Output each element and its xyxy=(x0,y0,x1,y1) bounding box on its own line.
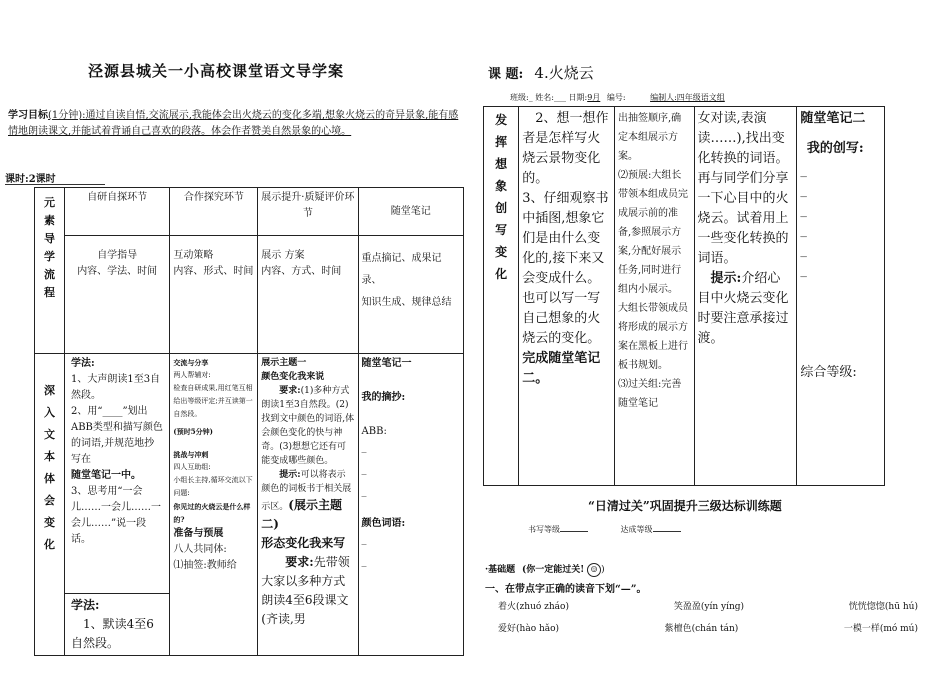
show-req2-label: 要求: xyxy=(285,555,314,569)
question-1: 一、在带点字正确的读音下划“—”。 xyxy=(485,584,647,595)
editor: 编制人:四年级语文组 xyxy=(650,93,725,102)
pinyin-item xyxy=(498,621,559,643)
sub-header-self: 自学指导 内容、学法、时间 xyxy=(64,236,169,354)
course-title xyxy=(488,62,594,83)
date-label: 日期: xyxy=(568,93,588,102)
writing-grade-label: 书写等级 xyxy=(528,525,560,534)
notes-color: 颜色词语: xyxy=(361,518,406,529)
show-req-label: 要求: xyxy=(279,386,301,396)
method2-title: 学法: xyxy=(70,598,100,612)
self-study-q3: 3、思考用“一会儿……一会儿……一会儿……”说一段话。 xyxy=(70,486,161,545)
pinyin-options: (yín yíng) xyxy=(700,602,745,612)
pinyin-options: (hū hú) xyxy=(884,602,918,612)
method-title: 学法: xyxy=(70,358,95,369)
show-tip-body: 可以将表示颜色的词板书于相关展示区。 xyxy=(261,470,352,512)
show-t1: 展示主题一 xyxy=(261,358,307,368)
method2-cell xyxy=(64,594,169,656)
exercise-title: “日清过关”巩固提升三级达标训练题 xyxy=(588,499,782,513)
row-label-cell xyxy=(35,354,65,656)
show-t1b: 颜色变化我来说 xyxy=(261,372,325,382)
pinyin-word: 紫檀色 xyxy=(664,624,692,634)
basic-section-heading: ·基础题 (你一定能过关! ☺ ) xyxy=(485,564,605,575)
date-value: 9月 xyxy=(587,93,601,102)
coop-b2: 四人互助组: 小组长主持,循环交流以下问题: xyxy=(173,463,253,497)
grade-line xyxy=(528,524,681,535)
method2-body: 1、默读4至6自然段。 xyxy=(70,617,154,650)
pinyin-item xyxy=(849,599,918,621)
objectives-time: (1分钟) xyxy=(48,110,83,121)
pinyin-options: (hào hǎo) xyxy=(516,624,560,634)
notes-dash-3: _ xyxy=(361,486,367,497)
right-col2 xyxy=(614,107,694,486)
col-header-notes: 随堂笔记 xyxy=(358,188,463,236)
school-title: 泾源县城关一小高校课堂语文导学案 xyxy=(88,62,345,80)
coop-question: 你见过的火烧云是什么样的? xyxy=(173,502,251,524)
sub-header-notes: 重点摘记、成果记录、 知识生成、规律总结 xyxy=(358,236,463,354)
self-study-cell xyxy=(64,354,169,594)
coop-t1: 交流与分享 xyxy=(173,358,209,367)
number-label: 编号: xyxy=(606,93,626,102)
notes-cell xyxy=(358,354,463,656)
right-notes-dash-1: _ xyxy=(800,163,807,178)
pinyin-word: 恍恍惚惚 xyxy=(848,602,885,612)
right-row-label-cell xyxy=(484,107,519,486)
flow-label: 元素导学流程 xyxy=(43,196,55,299)
right-col1-body: 2、想一想作者是怎样写火烧云景物变化的。 3、仔细观察书中插图,想象它们是由什么变化的,接下来又会变成什么。也可以写一写自己想象的火烧云的变化。 xyxy=(522,111,609,346)
right-notes-dash-3: _ xyxy=(800,203,807,218)
main-guide-table xyxy=(34,187,464,656)
right-grade: 综合等级: xyxy=(800,365,857,380)
cooperate-cell xyxy=(170,354,258,656)
objectives-text: :通过自读自悟,交流展示,我能体会出火烧云的变化多端,想象火烧云的奇异景象,能有感情地朗读课文,并能试着背诵自己喜欢的段落。体会作者赞美自然景象的心境。 xyxy=(8,110,459,137)
right-notes-dash-5: _ xyxy=(800,243,807,258)
col-header-show: 展示提升·质疑评价环节 xyxy=(258,188,358,236)
pinyin-grid xyxy=(498,599,918,643)
right-col1 xyxy=(519,107,615,486)
right-col3a: 女对读,表演读……),找出变化转换的词语。 再与同学们分享一下心目中的火烧云。试着用上一些变化转换的词语。 xyxy=(697,111,789,266)
right-col3b: 介绍心目中火烧云变化时要注意承接过渡。 xyxy=(697,271,789,346)
coop-t3: 准备与预展 xyxy=(173,528,224,539)
col-header-coop: 合作探究环节 xyxy=(170,188,258,236)
flow-label-cell xyxy=(35,188,65,354)
smiley-icon: ☺ xyxy=(587,563,601,577)
pinyin-item xyxy=(674,599,744,621)
right-notes-title: 随堂笔记二 xyxy=(800,111,866,126)
right-notes xyxy=(797,107,885,486)
self-study-body: 1、大声朗读1至3自然段。 2、用“____”划出ABB类型和描写颜色的词语,并规范地抄写在 xyxy=(70,374,163,465)
right-notes-sub: 我的创写: xyxy=(806,141,864,156)
right-col1-bold: 完成随堂笔记二。 xyxy=(522,351,601,386)
pinyin-item xyxy=(665,621,739,643)
course-label: 课 题: xyxy=(488,67,524,82)
class-periods: 课时:2课时 xyxy=(5,174,56,185)
class-label: 班级:_ xyxy=(510,93,533,102)
sub-header-coop: 互动策略 内容、形式、时间 xyxy=(170,236,258,354)
notes-dash-1: _ xyxy=(361,442,367,453)
self-study-note: 随堂笔记一中。 xyxy=(70,470,141,481)
course-name: 4.火烧云 xyxy=(534,64,594,82)
notes-title: 随堂笔记一 xyxy=(361,358,412,369)
basic-label: ·基础题 xyxy=(485,565,516,575)
col-header-self: 自研自探环节 xyxy=(64,188,169,236)
coop-t2: 挑战与冲刺 xyxy=(173,450,209,459)
show-req2-body: 先带领大家以多种方式朗读4至6段课文(齐读,男 xyxy=(261,555,350,626)
objectives-label: 学习目标 xyxy=(8,110,48,121)
show-t2: (展示主题二) xyxy=(261,498,342,531)
right-guide-table xyxy=(483,106,885,486)
name-label: 姓名:___ xyxy=(535,93,566,102)
pinyin-item xyxy=(844,621,918,643)
show-req-body: (1)多种方式朗读1至3自然段。(2)找到文中颜色的词语,体会颜色变化的快与神奇。(3)想想它还有可能变成哪些颜色。 xyxy=(261,386,355,466)
pinyin-options: (zhuó zháo) xyxy=(516,602,569,612)
pinyin-word: 一模一样 xyxy=(843,624,880,634)
coop-b1: 两人帮辅对: 检查自研成果,用红笔互相给出等级评定;并互读第一自然段。 xyxy=(173,371,253,418)
pass-grade-label: 达成等级 xyxy=(620,525,653,534)
notes-sub: 我的摘抄: xyxy=(361,392,406,403)
right-col3-tip: 提示: xyxy=(710,271,742,286)
pinyin-item xyxy=(498,599,569,621)
basic-hint: (你一定能过关! xyxy=(522,565,585,575)
pinyin-options: (mó mú) xyxy=(879,624,918,634)
notes-dash-4: _ xyxy=(361,534,367,545)
right-col2-body: 出抽签顺序,确定本组展示方案。 ⑵预展:大组长带领本组成员完成展示前的准备,参照展示方案,分配好展示任务,同时进行组内小展示。 大组长带领成员将形成的展示方案在黑板上进行板书规划。 ⑶过关组:完善随堂笔记 xyxy=(617,113,688,409)
sub-header-show: 展示 方案 内容、方式、时间 xyxy=(258,236,358,354)
row-label: 深入文本体会变化 xyxy=(43,384,55,551)
right-notes-dash-2: _ xyxy=(800,183,807,198)
meta-line xyxy=(510,92,725,103)
right-col3 xyxy=(694,107,797,486)
notes-abb: ABB: xyxy=(361,426,387,437)
pinyin-word: 笑盈盈 xyxy=(673,602,701,612)
coop-time: (预时5分钟) xyxy=(173,427,213,436)
pinyin-options: (chán tán) xyxy=(691,624,739,634)
show-cell xyxy=(258,354,358,656)
right-row-label: 发挥想象创写变化 xyxy=(495,113,508,281)
pinyin-word: 着火 xyxy=(498,602,517,612)
coop-b3: 八人共同体: ⑴抽签:教师给 xyxy=(173,544,237,571)
notes-dash-5: _ xyxy=(361,556,367,567)
notes-dash-2: _ xyxy=(361,464,367,475)
right-notes-dash-6: _ xyxy=(800,263,807,278)
right-notes-dash-4: _ xyxy=(800,223,807,238)
learning-objectives xyxy=(8,108,468,140)
pinyin-word: 爱好 xyxy=(498,624,517,634)
show-t2b: 形态变化我来写 xyxy=(261,536,346,550)
show-tip-label: 提示: xyxy=(279,470,301,480)
